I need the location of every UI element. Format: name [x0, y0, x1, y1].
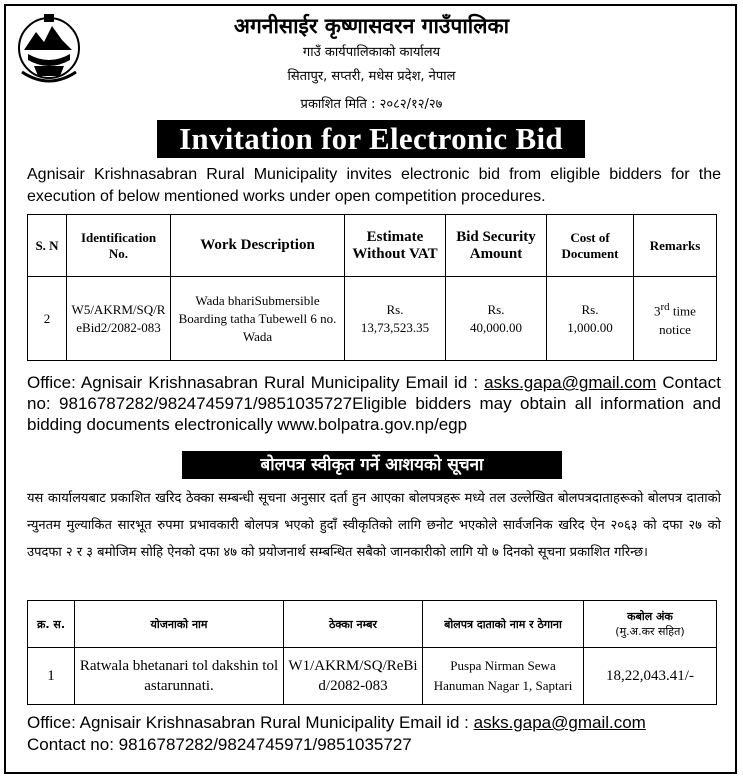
bid-table: [27, 214, 717, 361]
cell-identification: W5/AKRM/SQ/ReBid2/2082-083: [67, 277, 171, 361]
col-sn: S. N: [28, 215, 67, 277]
remarks-text: time notice: [659, 303, 696, 337]
notice-title: बोलपत्र स्वीकृत गर्ने आशयको सूचना: [182, 451, 562, 479]
remarks-ordinal: rd: [660, 301, 670, 314]
cell-amount: 18,22,043.41/-: [584, 648, 717, 705]
amount-header: कबोल अंक: [627, 610, 673, 623]
email-link[interactable]: asks.gapa@gmail.com: [484, 373, 657, 392]
office-email-label: Office: Agnisair Krishnasabran Rural Municipality Email id :: [27, 713, 469, 732]
estimate-currency: Rs.: [386, 301, 404, 317]
table-row: [28, 277, 717, 361]
cell-sn: 2: [28, 277, 67, 361]
contact-block-2: [27, 712, 721, 756]
email-link[interactable]: asks.gapa@gmail.com: [473, 713, 646, 732]
cell-sn: 1: [28, 648, 75, 705]
cell-project-name: Ratwala bhetanari tol dakshin tol astarunnati.: [75, 648, 284, 705]
cell-work-description: Wada bhariSubmersible Boarding tatha Tubewell 6 no. Wada: [171, 277, 345, 361]
cost-currency: Rs.: [581, 301, 599, 317]
bidder-name: Puspa Nirman Sewa: [450, 658, 556, 673]
cell-cost-of-document: [547, 277, 634, 361]
col-work-description: Work Description: [171, 215, 345, 277]
award-table: [27, 600, 717, 705]
remarks-number: 3: [654, 303, 661, 319]
cell-bidder: [423, 648, 584, 705]
cost-value: 1,000.00: [567, 319, 613, 335]
security-currency: Rs.: [487, 301, 505, 317]
col-estimate: Estimate Without VAT: [345, 215, 446, 277]
bid-table-header: [28, 215, 717, 277]
col-cost-of-document: Cost of Document: [547, 215, 634, 277]
col-bidder: बोलपत्र दाताको नाम र ठेगाना: [423, 601, 584, 648]
org-name: अगनीसाईर कृष्णासवरन गाउँपालिका: [233, 14, 510, 38]
published-date: प्रकाशित मिति : २०८२/१२/२७: [300, 97, 443, 112]
intro-paragraph: Agnisair Krishnasabran Rural Municipality invites electronic bid from eligible bidders for the execution of below mentioned works under open competition procedures.: [27, 166, 721, 205]
cell-contract-number: W1/AKRM/SQ/ReBid/2082-083: [284, 648, 423, 705]
estimate-value: 13,73,523.35: [360, 319, 430, 335]
security-value: 40,000.00: [470, 319, 522, 335]
page-title: Invitation for Electronic Bid: [157, 120, 585, 158]
office-email-label: Office: Agnisair Krishnasabran Rural Municipality Email id :: [27, 373, 479, 392]
cell-bid-security: [446, 277, 547, 361]
col-amount: [584, 601, 717, 648]
cell-remarks: [634, 277, 717, 361]
office-name: गाउँ कार्यपालिकाको कार्यालय: [302, 45, 441, 60]
bidder-address: Hanuman Nagar 1, Saptari: [433, 678, 573, 693]
col-remarks: Remarks: [634, 215, 717, 277]
contact-and-documents: Contact no: 9816787282/9824745971/9851035727Eligible bidders may obtain all information and bidding documents electronically www.bolpatra.gov.np/egp: [27, 373, 721, 434]
amount-header-note: (मु.अ.कर सहित): [615, 625, 685, 638]
award-table-header: [28, 601, 717, 648]
col-identification: Identification No.: [67, 215, 171, 277]
col-bid-security: Bid Security Amount: [446, 215, 547, 277]
cell-estimate: [345, 277, 446, 361]
contact-block-1: [27, 372, 721, 435]
notice-body: यस कार्यालयबाट प्रकाशित खरिद ठेक्का सम्बन्धी सूचना अनुसार दर्ता हुन आएका बोलपत्रहरू मध्ये तल उल्लेखित बोलपत्रदाताहरूको बोलपत्र दाताको न्युनतम मुल्याकित सारभूत रुपमा प्रभावकारी बोलपत्र भएको हुदाँ स्वीकृतिको लागि छनोट भएकोले सार्वजनिक खरिद ऐन २०६३ को दफा २७ को उपदफा २ र ३ बमोजिम सोहि ऐनको दफा ४७ को प्रयोजनार्थ सम्बन्धित सबैको जानकारीको लागि यो ७ दिनको सूचना प्रकाशित गरिन्छ।: [27, 491, 721, 560]
col-sn: क्र. स.: [28, 601, 75, 648]
contact-numbers: Contact no: 9816787282/9824745971/9851035727: [27, 735, 412, 754]
table-row: [28, 648, 717, 705]
office-address: सितापुर, सप्तरी, मधेस प्रदेश, नेपाल: [287, 69, 456, 84]
col-contract-number: ठेक्का नम्बर: [284, 601, 423, 648]
col-project-name: योजनाको नाम: [75, 601, 284, 648]
